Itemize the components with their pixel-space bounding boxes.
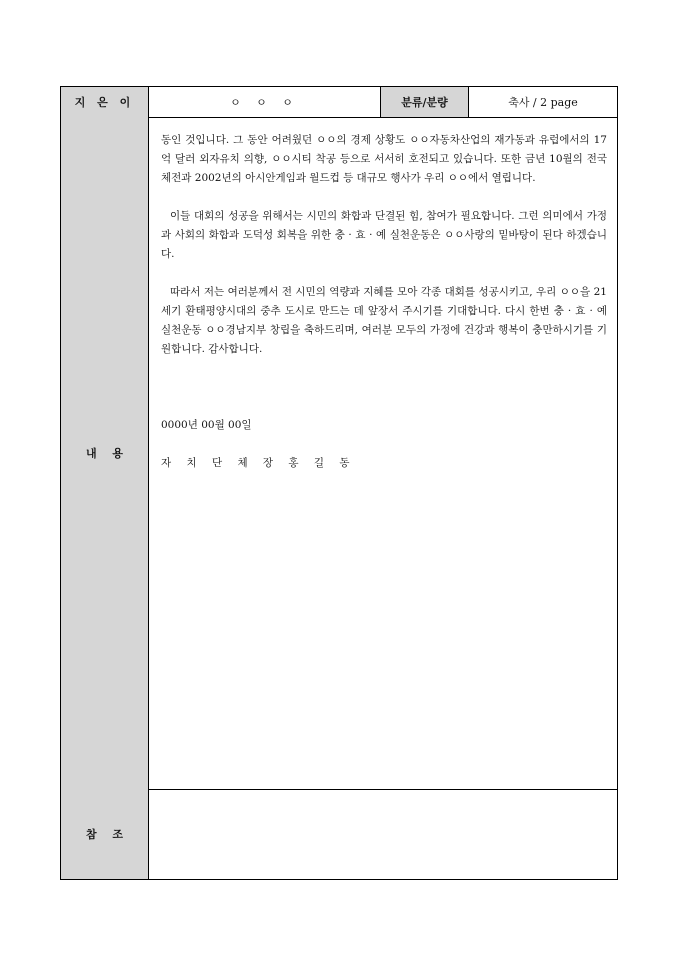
header-row bbox=[61, 87, 617, 118]
paragraph-3: 따라서 저는 여러분께서 전 시민의 역량과 지혜를 모아 각종 대회를 성공시키고, 우리 ㅇㅇ을 21세기 환태평양시대의 중추 도시로 만드는 데 앞장서 주시기를 기대합니다. 다시 한번 충 · 효 · 예 실천운동 ㅇㅇ경남지부 창립을 축하드리며, 여러분 모두의 가정에 건강과 행복이 충만하시기를 기원합니다. 감사합니다. bbox=[161, 286, 607, 355]
paragraph-2: 이들 대회의 성공을 위해서는 시민의 화합과 단결된 힘, 참여가 필요합니다. 그런 의미에서 가정과 사회의 화합과 도덕성 회복을 위한 충 · 효 · 예 실천운동은 ㅇㅇ사랑의 밑바탕이 된다 하겠습니다. bbox=[161, 210, 607, 260]
date-line: 0000년 00월 00일 bbox=[161, 419, 252, 431]
author-label: 지 은 이 bbox=[61, 87, 149, 117]
author-value: ㅇ ㅇ ㅇ bbox=[149, 87, 381, 117]
category-label: 분류/분량 bbox=[381, 87, 469, 117]
content-row bbox=[61, 117, 617, 790]
reference-row bbox=[61, 789, 617, 879]
document-form bbox=[60, 86, 618, 880]
signer-line: 자 치 단 체 장 홍 길 동 bbox=[161, 457, 356, 469]
reference-label: 참 조 bbox=[61, 789, 149, 879]
paragraph-1: 동인 것입니다. 그 동안 어려웠던 ㅇㅇ의 경제 상황도 ㅇㅇ자동차산업의 재가동과 유럽에서의 17억 달러 외자유치 의향, ㅇㅇ시티 착공 등으로 서서히 호전되고 있습니다. 또한 금년 10월의 전국체전과 2002년의 아시안게임과 월드컵 등 대규모 행사가 우리 ㅇㅇ에서 열립니다. bbox=[161, 134, 607, 184]
category-value: 축사 / 2 page bbox=[508, 96, 578, 109]
content-label: 내 용 bbox=[61, 117, 149, 789]
content-body bbox=[161, 131, 607, 473]
